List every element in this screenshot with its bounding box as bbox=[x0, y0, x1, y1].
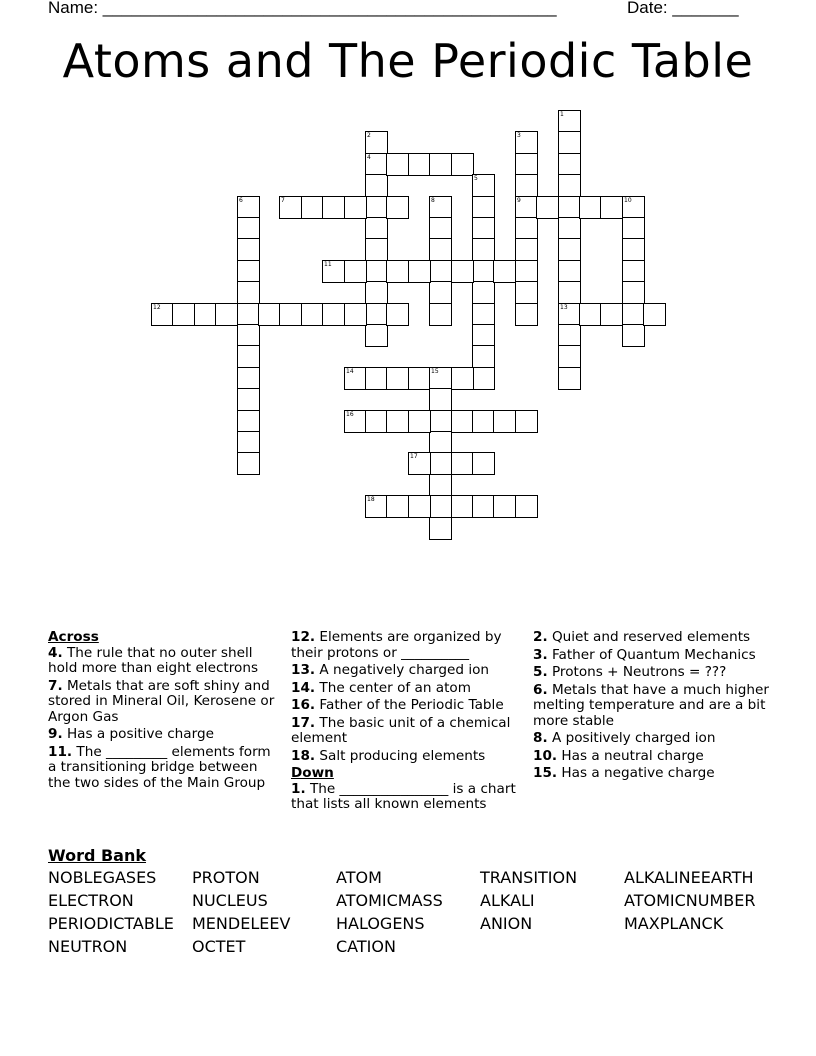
crossword-cell[interactable] bbox=[472, 367, 495, 390]
crossword-cell[interactable] bbox=[386, 410, 409, 433]
clue-across-11: 11. The _________ elements form a transitioning bridge between the two sides of the Main Group bbox=[48, 743, 271, 791]
clue-down-15: 15. Has a negative charge bbox=[533, 765, 715, 781]
crossword-cell[interactable] bbox=[558, 153, 581, 176]
crossword-cell[interactable] bbox=[365, 367, 388, 390]
crossword-cell[interactable] bbox=[558, 238, 581, 261]
crossword-cell[interactable] bbox=[301, 303, 324, 326]
crossword-cell[interactable] bbox=[515, 303, 538, 326]
word-bank-item: NUCLEUS bbox=[192, 891, 268, 910]
clue-number: 9 bbox=[517, 197, 521, 204]
crossword-cell[interactable] bbox=[386, 153, 409, 176]
clue-across-4: 4. The rule that no outer shell hold more than eight electrons bbox=[48, 644, 259, 676]
crossword-cell[interactable] bbox=[215, 303, 238, 326]
down-heading: Down bbox=[291, 765, 334, 781]
crossword-cell[interactable] bbox=[558, 367, 581, 390]
word-bank-item: ANION bbox=[480, 914, 533, 933]
crossword-cell[interactable] bbox=[515, 153, 538, 176]
clue-down-10: 10. Has a neutral charge bbox=[533, 747, 704, 764]
across-heading: Across bbox=[48, 629, 99, 645]
crossword-cell[interactable] bbox=[429, 410, 452, 433]
crossword-cell[interactable] bbox=[386, 367, 409, 390]
crossword-cell[interactable] bbox=[429, 153, 452, 176]
crossword-cell[interactable] bbox=[365, 260, 388, 283]
word-bank-item: PERIODICTABLE bbox=[48, 914, 174, 933]
word-bank-item: TRANSITION bbox=[480, 868, 578, 887]
crossword-cell[interactable] bbox=[558, 131, 581, 154]
word-bank bbox=[48, 868, 788, 957]
crossword-cell[interactable] bbox=[558, 260, 581, 283]
word-bank-item: MAXPLANCK bbox=[624, 914, 724, 933]
clue-number: 5 bbox=[474, 175, 478, 182]
crossword-cell[interactable] bbox=[344, 260, 367, 283]
crossword-cell[interactable] bbox=[237, 388, 260, 411]
crossword-cell[interactable] bbox=[515, 410, 538, 433]
clue-down-8: 8. A positively charged ion bbox=[533, 730, 716, 746]
crossword-cell[interactable] bbox=[429, 303, 452, 326]
crossword-cell[interactable] bbox=[365, 131, 388, 154]
crossword-cell[interactable] bbox=[365, 238, 388, 261]
name-field[interactable]: Name: ________________________________________________ bbox=[48, 0, 557, 17]
word-bank-heading: Word Bank bbox=[48, 846, 147, 865]
clue-number: 11 bbox=[324, 261, 332, 268]
clue-across-13: 13. A negatively charged ion bbox=[291, 662, 490, 678]
crossword-cell[interactable] bbox=[237, 452, 260, 475]
crossword-cell[interactable] bbox=[386, 495, 409, 518]
crossword-cell[interactable] bbox=[558, 217, 581, 240]
crossword-cell[interactable] bbox=[365, 196, 388, 219]
crossword-cell[interactable] bbox=[408, 367, 431, 390]
crossword-cell[interactable] bbox=[515, 217, 538, 240]
clue-number: 12 bbox=[153, 304, 161, 311]
crossword-cell[interactable] bbox=[365, 303, 388, 326]
crossword-cell[interactable] bbox=[322, 303, 345, 326]
crossword-cell[interactable] bbox=[451, 153, 474, 176]
crossword-cell[interactable] bbox=[622, 238, 645, 261]
crossword-cell[interactable] bbox=[365, 281, 388, 304]
crossword-cell[interactable] bbox=[386, 260, 409, 283]
word-bank-item: ELECTRON bbox=[48, 891, 134, 910]
crossword-cell[interactable] bbox=[622, 260, 645, 283]
clue-number: 15 bbox=[431, 368, 439, 375]
crossword-cell[interactable] bbox=[472, 303, 495, 326]
word-bank-item: PROTON bbox=[192, 868, 260, 887]
crossword-cell[interactable] bbox=[472, 196, 495, 219]
clue-across-18: 18. Salt producing elements bbox=[291, 747, 486, 764]
crossword-cell[interactable] bbox=[386, 196, 409, 219]
crossword-cell[interactable] bbox=[493, 495, 516, 518]
crossword-cell[interactable] bbox=[237, 196, 260, 219]
crossword-cell[interactable] bbox=[515, 281, 538, 304]
crossword-cell[interactable] bbox=[365, 174, 388, 197]
crossword-cell[interactable] bbox=[536, 196, 559, 219]
crossword-cell[interactable] bbox=[172, 303, 195, 326]
crossword-cell[interactable] bbox=[258, 303, 281, 326]
clue-across-12: 12. Elements are organized by their protons or __________ bbox=[291, 629, 502, 661]
word-bank-item: HALOGENS bbox=[336, 914, 425, 933]
crossword-cell[interactable] bbox=[558, 174, 581, 197]
crossword-cell[interactable] bbox=[558, 110, 581, 133]
crossword-cell[interactable] bbox=[429, 517, 452, 540]
crossword-cell[interactable] bbox=[429, 474, 452, 497]
date-field[interactable]: Date: _______ bbox=[627, 0, 739, 17]
crossword-cell[interactable] bbox=[515, 238, 538, 261]
crossword-cell[interactable] bbox=[429, 367, 452, 390]
crossword-cell[interactable] bbox=[451, 495, 474, 518]
clue-number: 16 bbox=[346, 411, 354, 418]
crossword-cell[interactable] bbox=[622, 281, 645, 304]
crossword-cell[interactable] bbox=[386, 303, 409, 326]
clue-number: 4 bbox=[367, 154, 371, 161]
crossword-cell[interactable] bbox=[237, 431, 260, 454]
crossword-cell[interactable] bbox=[622, 303, 645, 326]
crossword-cell[interactable] bbox=[579, 196, 602, 219]
clue-across-7: 7. Metals that are soft shiny and stored in Mineral Oil, Kerosene or Argon Gas bbox=[48, 677, 275, 725]
crossword-cell[interactable] bbox=[429, 238, 452, 261]
crossword-cell[interactable] bbox=[344, 196, 367, 219]
crossword-cell[interactable] bbox=[558, 303, 581, 326]
crossword-cell[interactable] bbox=[365, 324, 388, 347]
clue-number: 1 bbox=[560, 111, 564, 118]
crossword-cell[interactable] bbox=[429, 260, 452, 283]
crossword-cell[interactable] bbox=[622, 217, 645, 240]
crossword-cell[interactable] bbox=[472, 174, 495, 197]
crossword-cell[interactable] bbox=[365, 410, 388, 433]
crossword-cell[interactable] bbox=[472, 260, 495, 283]
clue-number: 17 bbox=[410, 453, 418, 460]
crossword-cell[interactable] bbox=[429, 196, 452, 219]
crossword-cell[interactable] bbox=[279, 303, 302, 326]
crossword-cell[interactable] bbox=[515, 174, 538, 197]
crossword-cell[interactable] bbox=[301, 196, 324, 219]
clue-number: 6 bbox=[239, 197, 243, 204]
crossword-cell[interactable] bbox=[472, 495, 495, 518]
page-title: Atoms and The Periodic Table bbox=[62, 34, 754, 88]
clue-down-2: 2. Quiet and reserved elements bbox=[533, 629, 751, 645]
crossword-cell[interactable] bbox=[451, 452, 474, 475]
crossword-cell[interactable] bbox=[472, 410, 495, 433]
crossword-cell[interactable] bbox=[451, 260, 474, 283]
crossword-cell[interactable] bbox=[408, 495, 431, 518]
clue-number: 18 bbox=[367, 496, 375, 503]
crossword-cell[interactable] bbox=[472, 238, 495, 261]
crossword-cell[interactable] bbox=[558, 281, 581, 304]
word-bank-item: OCTET bbox=[192, 937, 246, 956]
crossword-cell[interactable] bbox=[344, 410, 367, 433]
word-bank-item: ALKALI bbox=[480, 891, 535, 910]
crossword-cell[interactable] bbox=[515, 131, 538, 154]
crossword-cell[interactable] bbox=[472, 452, 495, 475]
crossword-cell[interactable] bbox=[344, 367, 367, 390]
crossword-cell[interactable] bbox=[151, 303, 174, 326]
clues-column-2 bbox=[291, 630, 523, 815]
crossword-cell[interactable] bbox=[515, 260, 538, 283]
crossword-cell[interactable] bbox=[600, 303, 623, 326]
clue-across-16: 16. Father of the Periodic Table bbox=[291, 697, 504, 713]
crossword-cell[interactable] bbox=[322, 196, 345, 219]
crossword-cell[interactable] bbox=[493, 410, 516, 433]
crossword-cell[interactable] bbox=[622, 324, 645, 347]
crossword-cell[interactable] bbox=[408, 452, 431, 475]
crossword-cell[interactable] bbox=[237, 281, 260, 304]
crossword-cell[interactable] bbox=[429, 281, 452, 304]
clue-number: 10 bbox=[624, 197, 632, 204]
crossword-cell[interactable] bbox=[472, 324, 495, 347]
word-bank-item: MENDELEEV bbox=[192, 914, 291, 933]
crossword-cell[interactable] bbox=[237, 260, 260, 283]
clue-across-14: 14. The center of an atom bbox=[291, 679, 471, 696]
crossword-cell[interactable] bbox=[408, 260, 431, 283]
word-bank-item: ATOM bbox=[336, 868, 382, 887]
crossword-cell[interactable] bbox=[279, 196, 302, 219]
crossword-cell[interactable] bbox=[237, 324, 260, 347]
crossword-cell[interactable] bbox=[451, 410, 474, 433]
clue-number: 14 bbox=[346, 368, 354, 375]
crossword-cell[interactable] bbox=[194, 303, 217, 326]
crossword-cell[interactable] bbox=[237, 410, 260, 433]
clue-across-17: 17. The basic unit of a chemical element bbox=[291, 714, 511, 746]
word-bank-item: ATOMICNUMBER bbox=[624, 891, 756, 910]
word-bank-item: ALKALINEEARTH bbox=[624, 868, 754, 887]
crossword-cell[interactable] bbox=[579, 303, 602, 326]
clue-down-1: 1. The ________________ is a chart that lists all known elements bbox=[291, 780, 516, 812]
crossword-cell[interactable] bbox=[429, 452, 452, 475]
crossword-cell[interactable] bbox=[429, 495, 452, 518]
clue-down-5: 5. Protons + Neutrons = ??? bbox=[533, 664, 727, 680]
crossword-cell[interactable] bbox=[558, 324, 581, 347]
word-bank-item: NOBLEGASES bbox=[48, 868, 157, 887]
clue-down-3: 3. Father of Quantum Mechanics bbox=[533, 646, 756, 663]
crossword-cell[interactable] bbox=[408, 410, 431, 433]
crossword-cell[interactable] bbox=[429, 388, 452, 411]
crossword-cell[interactable] bbox=[515, 196, 538, 219]
crossword-cell[interactable] bbox=[472, 281, 495, 304]
crossword-cell[interactable] bbox=[472, 217, 495, 240]
crossword-cell[interactable] bbox=[429, 431, 452, 454]
crossword-cell[interactable] bbox=[408, 153, 431, 176]
crossword-cell[interactable] bbox=[237, 238, 260, 261]
crossword-cell[interactable] bbox=[365, 153, 388, 176]
crossword-cell[interactable] bbox=[322, 260, 345, 283]
crossword-cell[interactable] bbox=[344, 303, 367, 326]
crossword-cell[interactable] bbox=[515, 495, 538, 518]
crossword-cell[interactable] bbox=[643, 303, 666, 326]
crossword-cell[interactable] bbox=[237, 367, 260, 390]
crossword-cell[interactable] bbox=[429, 217, 452, 240]
clue-down-6: 6. Metals that have a much higher melting temperature and are a bit more stable bbox=[533, 681, 769, 729]
word-bank-item: ATOMICMASS bbox=[336, 891, 443, 910]
crossword-cell[interactable] bbox=[451, 367, 474, 390]
clues-column-3 bbox=[533, 630, 773, 784]
word-bank-item: CATION bbox=[336, 937, 396, 956]
clue-number: 2 bbox=[367, 132, 371, 139]
crossword-cell[interactable] bbox=[472, 345, 495, 368]
crossword-cell[interactable] bbox=[365, 495, 388, 518]
crossword-cell[interactable] bbox=[622, 196, 645, 219]
crossword-cell[interactable] bbox=[558, 196, 581, 219]
word-bank-item: NEUTRON bbox=[48, 937, 128, 956]
clue-across-9: 9. Has a positive charge bbox=[48, 726, 214, 742]
crossword-cell[interactable] bbox=[237, 303, 260, 326]
crossword-cell[interactable] bbox=[600, 196, 623, 219]
clues-column-1 bbox=[48, 630, 280, 793]
clue-number: 8 bbox=[431, 197, 435, 204]
clue-number: 3 bbox=[517, 132, 521, 139]
crossword-cell[interactable] bbox=[237, 345, 260, 368]
crossword-cell[interactable] bbox=[493, 260, 516, 283]
crossword-cell[interactable] bbox=[365, 217, 388, 240]
clue-number: 7 bbox=[281, 197, 285, 204]
crossword-cell[interactable] bbox=[237, 217, 260, 240]
crossword-cell[interactable] bbox=[558, 345, 581, 368]
clue-number: 13 bbox=[560, 304, 568, 311]
